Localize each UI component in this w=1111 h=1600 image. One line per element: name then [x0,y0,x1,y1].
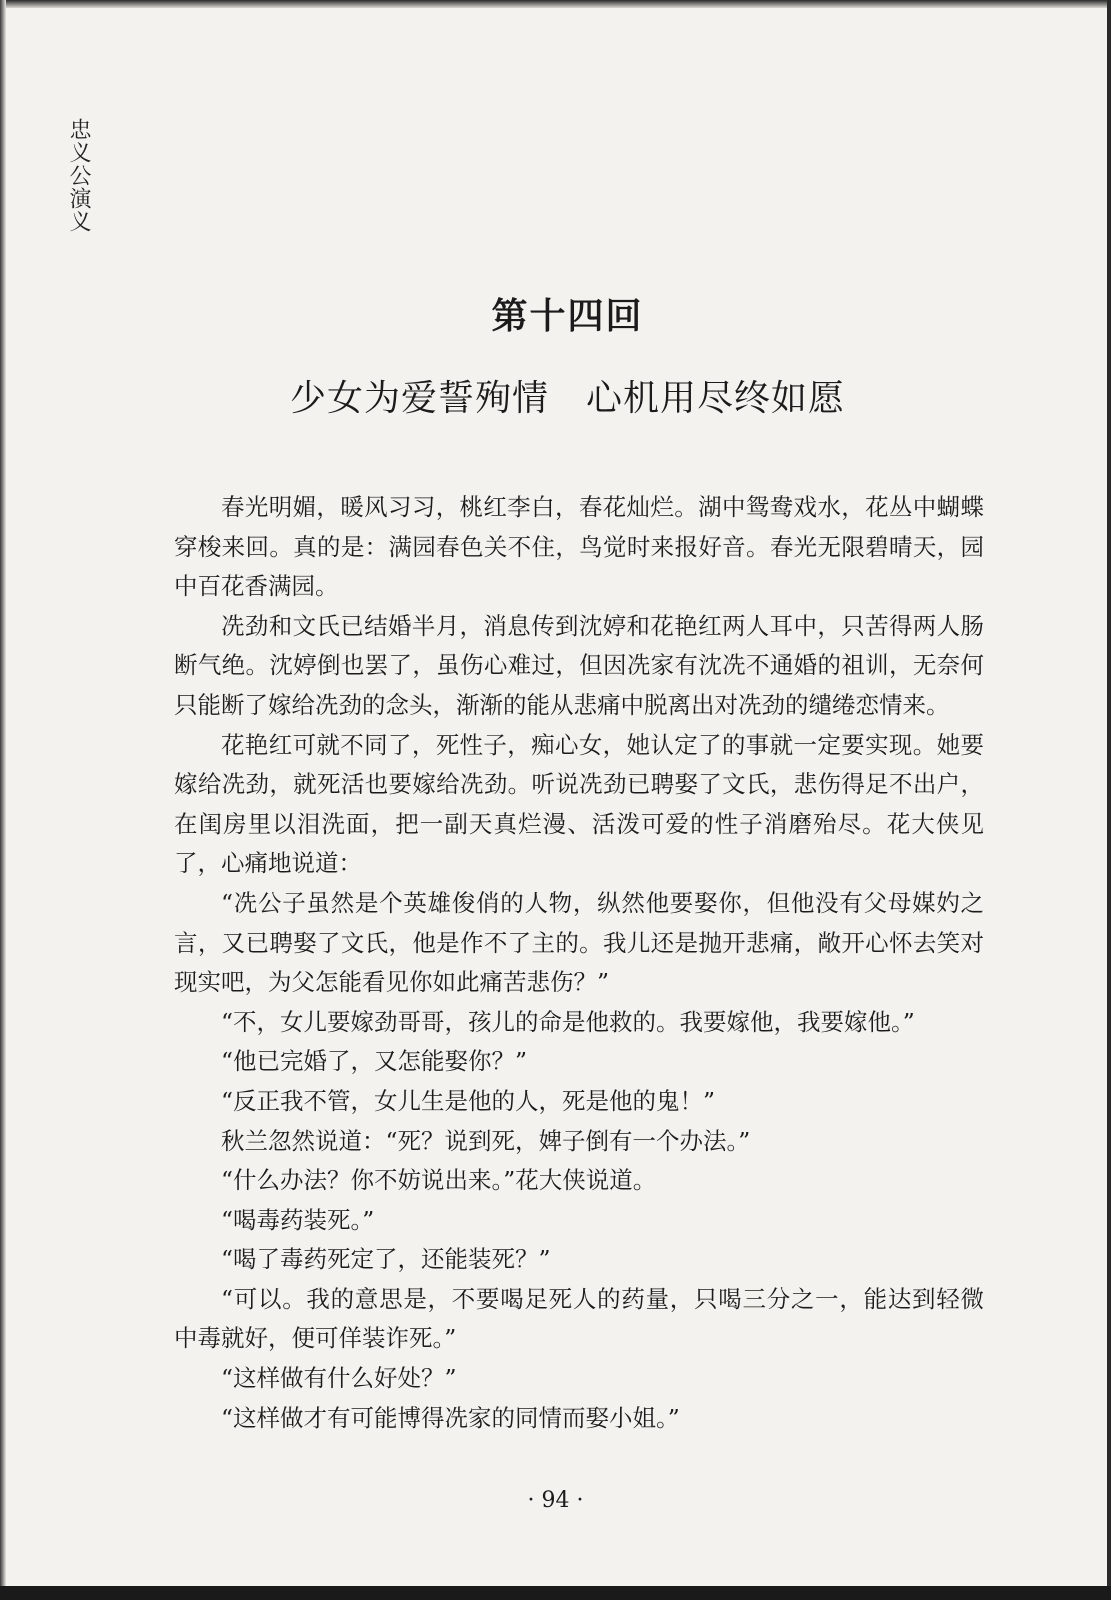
body-text [174,488,984,1438]
paragraph: 秋兰忽然说道：“死？说到死，婢子倒有一个办法。” [221,1126,751,1155]
paragraph: “这样做有什么好处？” [221,1364,457,1393]
paragraph: “喝毒药装死。” [221,1205,375,1234]
paragraph: “什么办法？你不妨说出来。”花大侠说道。 [221,1166,657,1195]
page-number: · 94 · [527,1488,584,1513]
paragraph: “可以。我的意思是，不要喝足死人的药量，只喝三分之一，能达到轻微中毒就好，便可佯装诈死。” [174,1284,984,1353]
running-head: 忠义公演义 [66,118,91,233]
paragraph: “他已完婚了，又怎能娶你？” [221,1047,528,1076]
scan-left-edge [0,0,6,1600]
paragraph: “喝了毒药死定了，还能装死？” [221,1245,551,1274]
chapter-number: 第十四回 [491,295,644,337]
paragraph: 冼劲和文氏已结婚半月，消息传到沈婷和花艳红两人耳中，只苦得两人肠断气绝。沈婷倒也罢了，虽伤心难过，但因冼家有沈冼不通婚的祖训，无奈何只能断了嫁给冼劲的念头，渐渐的能从悲痛中脱离出对冼劲的缱绻恋情来。 [174,611,984,719]
paragraph: “冼公子虽然是个英雄俊俏的人物，纵然他要娶你，但他没有父母媒妁之言，又已聘娶了文氏，他是作不了主的。我儿还是抛开悲痛，敞开心怀去笑对现实吧，为父怎能看见你如此痛苦悲伤？” [174,888,984,997]
scan-right-edge [1107,0,1111,1600]
chapter-title: 少女为爱誓殉情 心机用尽终如愿 [289,378,845,419]
paragraph: “不，女儿要嫁劲哥哥，孩儿的命是他救的。我要嫁他，我要嫁他。” [221,1007,915,1036]
paragraph: 春光明媚，暖风习习，桃红李白，春花灿烂。湖中鸳鸯戏水，花丛中蝴蝶穿梭来回。真的是：满园春色关不住，鸟觉时来报好音。春光无限碧晴天，园中百花香满园。 [174,493,984,601]
scan-bottom-edge [0,1586,1111,1600]
paragraph: “这样做才有可能博得冼家的同情而娶小姐。” [221,1403,680,1432]
paragraph: 花艳红可就不同了，死性子，痴心女，她认定了的事就一定要实现。她要嫁给冼劲，就死活也要嫁给冼劲。听说冼劲已聘娶了文氏，悲伤得足不出户，在闺房里以泪洗面，把一副天真烂漫、活泼可爱的性子消磨殆尽。花大侠见了，心痛地说道： [174,730,984,878]
paragraph: “反正我不管，女儿生是他的人，死是他的鬼！” [221,1086,716,1115]
scan-top-edge [0,0,1111,8]
